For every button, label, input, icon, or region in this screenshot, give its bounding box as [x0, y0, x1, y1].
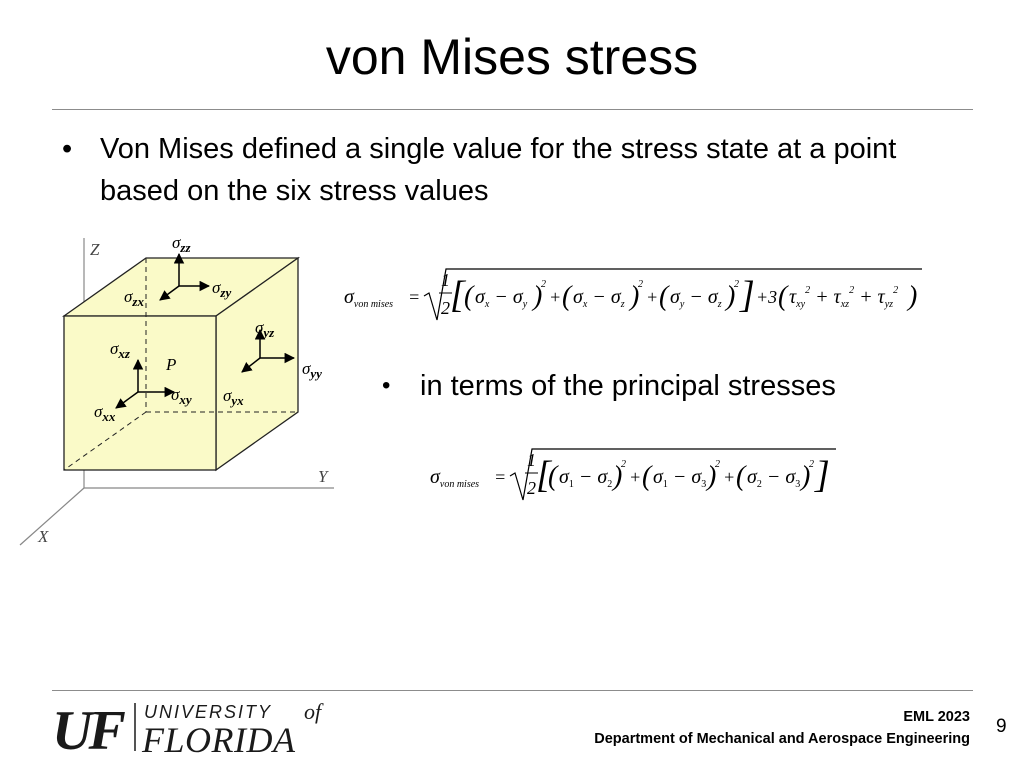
- axis-x-label: X: [38, 527, 49, 546]
- label-sigma-yy: $\sigma_{yy}$: [302, 359, 322, 381]
- svg-text:+: +: [723, 467, 736, 487]
- svg-text:): ): [707, 461, 717, 492]
- axis-z-label: Z: [90, 240, 100, 259]
- logo-university: UNIVERSITY: [144, 702, 273, 722]
- stress-cube-diagram: [14, 230, 344, 550]
- label-sigma-xy: $\sigma_{xy}$: [171, 385, 192, 407]
- svg-text:=: =: [494, 467, 507, 487]
- logo-of: of: [304, 699, 322, 724]
- page-number: 9: [996, 716, 1007, 737]
- footer-course: EML 2023: [903, 709, 970, 725]
- svg-text:1: 1: [441, 270, 450, 290]
- title-divider: [52, 109, 973, 110]
- svg-text:1: 1: [527, 450, 536, 470]
- label-sigma-yz: $\sigma_{yz}$: [255, 318, 275, 340]
- bullet-glyph: •: [62, 133, 73, 165]
- svg-text:(: (: [736, 461, 746, 492]
- label-sigma-zx: $\sigma_{zx}$: [124, 287, 144, 309]
- equation-von-mises-general: [342, 266, 927, 326]
- svg-text:2: 2: [715, 459, 720, 470]
- svg-text:τxy2 + τxz2 + τyz2: $\tau_{xy}^2 + \tau_{xz}^2 + \tau_{yz}^2$: [789, 285, 899, 310]
- label-sigma-yx: $\sigma_{yx}$: [223, 386, 244, 408]
- svg-text:2: 2: [621, 459, 626, 470]
- svg-text:σx − σy: $\sigma_x - \sigma_y$: [475, 286, 528, 310]
- axis-y-label: Y: [318, 467, 328, 486]
- svg-text:(: (: [562, 281, 572, 312]
- label-point-p: P: [166, 355, 177, 374]
- footer-department: Department of Mechanical and Aerospace Engineering: [594, 731, 970, 747]
- svg-text:2: 2: [734, 279, 739, 290]
- svg-text:2: 2: [638, 279, 643, 290]
- svg-text:2: 2: [541, 279, 546, 290]
- label-sigma-xx: $\sigma_{xx}$: [94, 402, 116, 424]
- svg-text:σ1 − σ2: $\sigma_1 - \sigma_2$: [559, 466, 613, 490]
- x-axis: [20, 488, 84, 545]
- bullet-glyph: •: [382, 372, 391, 399]
- svg-text:2: 2: [527, 478, 536, 498]
- svg-text:σ1 − σ3: $\sigma_1 - \sigma_3$: [653, 466, 707, 490]
- label-sigma-zy: $\sigma_{zy}$: [212, 278, 232, 300]
- svg-text:): ): [613, 461, 623, 492]
- svg-text:σy − σz: $\sigma_y - \sigma_z$: [670, 286, 722, 310]
- svg-text:σ2 − σ3: $\sigma_2 - \sigma_3$: [747, 466, 801, 490]
- svg-text:]: ]: [740, 274, 755, 316]
- svg-text:): ): [726, 281, 736, 312]
- svg-text:+3: +3: [756, 287, 778, 307]
- svg-text:+: +: [549, 287, 562, 307]
- svg-text:]: ]: [815, 454, 830, 496]
- svg-text:): ): [801, 461, 811, 492]
- equation-von-mises-principal: [428, 446, 840, 506]
- footer-text: [594, 706, 970, 750]
- slide-title: von Mises stress: [325, 29, 699, 85]
- svg-text:(: (: [642, 461, 652, 492]
- svg-text:σx − σz: $\sigma_x - \sigma_z$: [573, 286, 625, 310]
- svg-text:+: +: [629, 467, 642, 487]
- svg-text:): ): [908, 281, 918, 312]
- svg-text:[: [: [450, 274, 465, 316]
- uf-logo: [52, 697, 352, 755]
- svg-text:): ): [630, 281, 640, 312]
- svg-text:(: (: [548, 461, 558, 492]
- svg-text:2: 2: [809, 459, 814, 470]
- svg-text:2: 2: [441, 298, 450, 318]
- svg-text:σvon mises: $\sigma_{von mises}$: [344, 286, 394, 310]
- label-sigma-zz: $\sigma_{zz}$: [172, 233, 191, 255]
- main-bullet-text: Von Mises defined a single value for the stress state at a point based on the six stress values: [100, 133, 897, 207]
- svg-text:(: (: [778, 281, 788, 312]
- sub-bullet-text: in terms of the principal stresses: [420, 370, 836, 402]
- svg-text:(: (: [464, 281, 474, 312]
- logo-florida: FLORIDA: [142, 720, 296, 755]
- label-sigma-xz: $\sigma_{xz}$: [110, 339, 130, 361]
- cube-face-front: [64, 316, 216, 470]
- footer-divider: [52, 690, 973, 691]
- svg-text:[: [: [536, 454, 551, 496]
- svg-text:σvon mises: $\sigma_{von mises}$: [430, 466, 480, 490]
- logo-uf: UF: [52, 700, 122, 755]
- svg-text:): ): [533, 281, 543, 312]
- svg-text:=: =: [408, 287, 421, 307]
- svg-text:(: (: [659, 281, 669, 312]
- svg-text:+: +: [646, 287, 659, 307]
